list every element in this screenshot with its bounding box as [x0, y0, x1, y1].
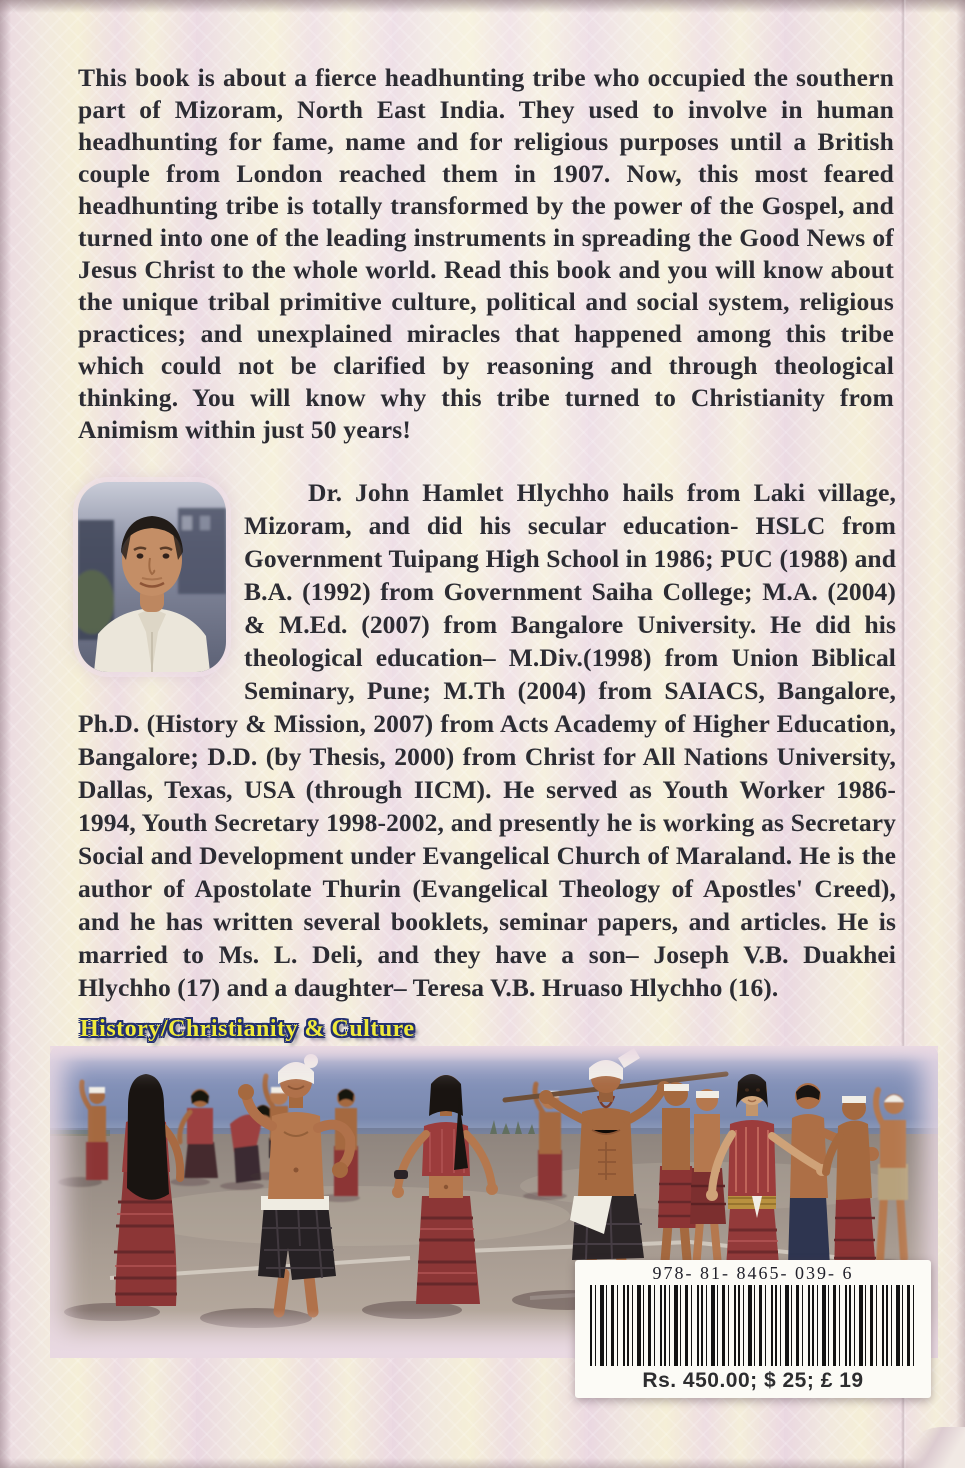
synopsis-paragraph: This book is about a fierce headhunting tribe who occupied the southern part of Mizoram, North East India. They used to involve in human headhunting for fame, name and for religious purposes until a British couple from London reached them in 1907. Now, this most feared headhunting tribe is totally transformed by the power of the Gospel, and turned into one of the leading instruments in spreading the Good News of Jesus Christ to the whole world. Read this book and you will know about the unique tribal primitive culture, political and social system, religious practices; and unexplained miracles that happened among this tribe which could not be clarified by reasoning and through theological thinking. You will know why this tribe turned to Christianity from Animism within just 50 years!	[78, 63, 894, 444]
isbn-number: 978- 81- 8465- 039- 6	[652, 1263, 854, 1283]
genre-label: History/Christianity & Culture	[80, 1016, 415, 1042]
author-portrait-photo	[78, 482, 226, 672]
page-edge-top	[0, 0, 965, 13]
author-portrait-illustration	[78, 482, 226, 672]
author-bio-text: Dr. John Hamlet Hlychho hails from Laki village, Mizoram, and did his secular education- HSLC from Government Tuipang High School in 1986; PUC (1988) and B.A. (1992) from Government Saiha College; M.A. (2004) & M.Ed. (2007) from Bangalore University. He did his theological education– M.Div.(1998) from Union Biblical Seminary, Pune; M.Th (2004) from SAIACS, Bangalore, Ph.D. (History & Mission, 2007) from Acts Academy of Higher Education, Bangalore; D.D. (by Thesis, 2000) from Christ for All Nations University, Dallas, Texas, USA (through IICM). He served as Youth Worker 1986-1994, Youth Secretary 1998-2002, and presently he is working as Secretary Social and Development under Evangelical Church of Maraland. He is the author of Apostolate Thurin (Evangelical Theology of Apostles' Creed), and he has written several booklets, seminar papers, and articles. He is married to Ms. L. Deli, and they have a son– Joseph V.B. Duakhei Hlychho (17) and a daughter– Teresa V.B. Hruaso Hlychho (16).	[78, 478, 896, 1002]
barcode-label	[575, 1260, 931, 1398]
page-edge-right	[956, 0, 965, 1468]
author-bio-paragraph	[78, 476, 896, 1004]
corner-fold	[898, 1427, 965, 1468]
price-text: Rs. 450.00; $ 25; £ 19	[642, 1369, 864, 1392]
page-edge-left	[0, 0, 11, 1468]
page-edge-bottom	[0, 1458, 965, 1468]
barcode-bars	[590, 1285, 916, 1366]
